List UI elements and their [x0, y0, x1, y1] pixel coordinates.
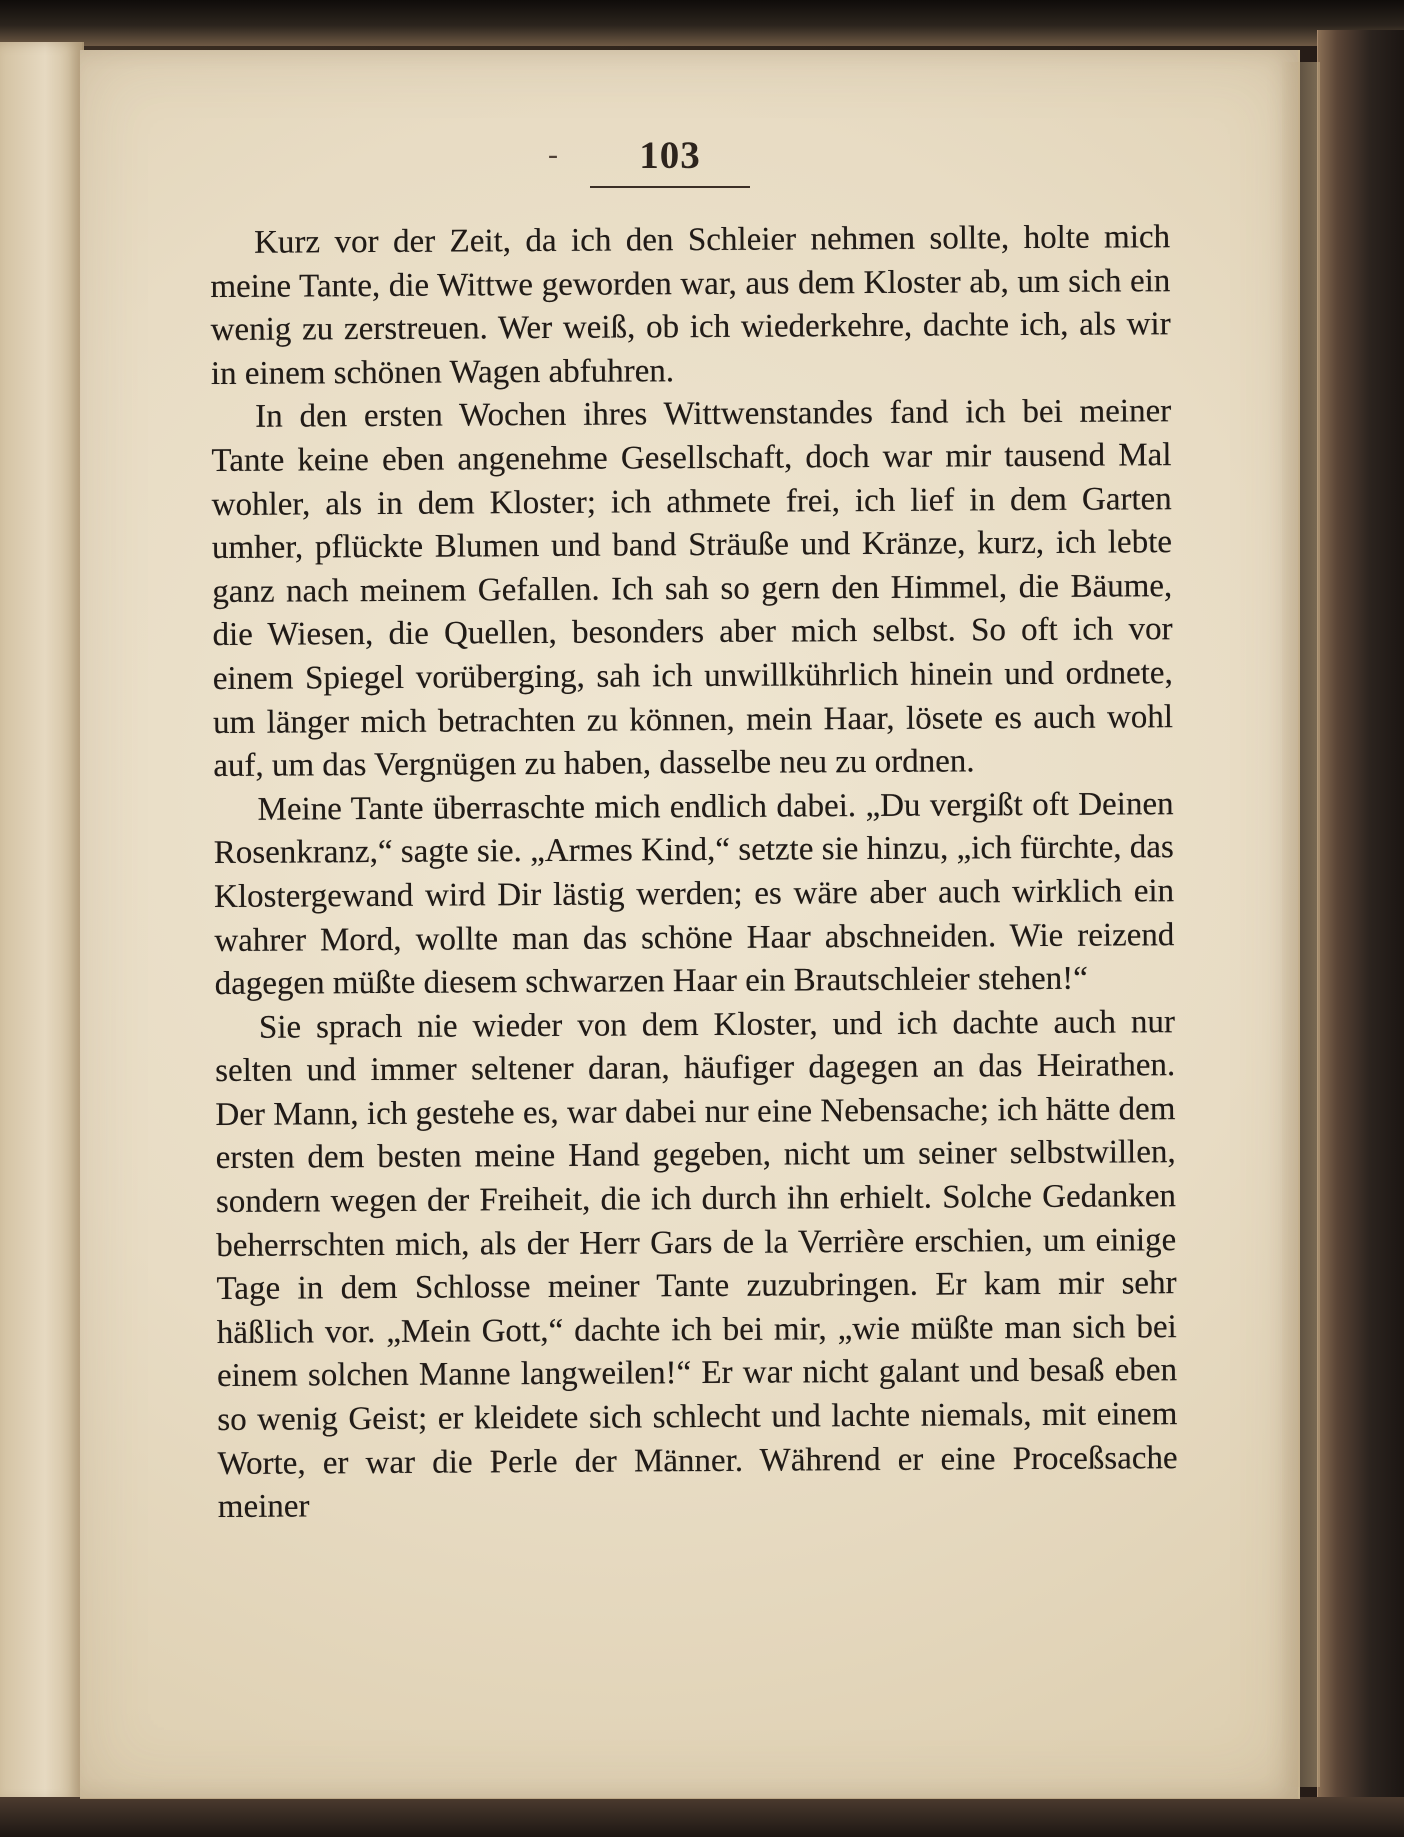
right-book-cover-edge [1317, 30, 1404, 1820]
top-book-cover-edge [0, 0, 1404, 46]
page-number: 103 [639, 134, 701, 177]
bottom-book-cover-edge [0, 1797, 1404, 1837]
page-number-underline [590, 186, 750, 188]
left-facing-page-edge [0, 42, 84, 1802]
page-body-text [210, 216, 1178, 1612]
paragraph-4: Sie sprach nie wieder von dem Kloster, und ich dachte auch nur selten und immer seltener daran, häufiger dagegen an das Heirathen. Der Mann, ich gestehe es, war dabei nur eine Nebensache; ich hätte dem ersten dem besten meine Hand gegeben, nicht um seiner selbstwillen, sondern wegen der Freiheit, die ich durch ihn erhielt. Solche Gedanken beherrschten mich, als der Herr Gars de la Verrière erschien, um einige Tage in dem Schlosse meiner Tante zuzubringen. Er kam mir sehr häßlich vor. „Mein Gott,“ dachte ich bei mir, „wie müßte man sich bei einem solchen Manne langweilen!“ Er war nicht galant und besaß eben so wenig Geist; er kleidete sich schlecht und lachte niemals, mit einem Worte, er war die Perle der Männer. Während er eine Proceßsache meiner [215, 1003, 1178, 1526]
page-right-edge-shadow [1282, 62, 1320, 1787]
page-header-dash: - [548, 138, 558, 171]
page-number-header [590, 132, 750, 194]
paragraph-3: Meine Tante überraschte mich endlich dabei. „Du vergißt oft Deinen Rosenkranz,“ sagte sie. „Armes Kind,“ setzte sie hinzu, „ich fürchte, das Klostergewand wird Dir lästig werden; es wäre aber auch wirklich ein wahrer Mord, wollte man das schöne Haar abschneiden. Wie reizend dagegen müßte diesem schwarzen Haar ein Brautschleier stehen!“ [213, 785, 1175, 1003]
paragraph-2: In den ersten Wochen ihres Wittwenstandes fand ich bei meiner Tante keine eben angenehme Gesellschaft, doch war mir tausend Mal wohler, als in dem Kloster; ich athmete frei, ich lief in dem Garten umher, pflückte Blumen und band Sträuße und Kränze, kurz, ich lebte ganz nach meinem Gefallen. Ich sah so gern den Himmel, die Bäume, die Wiesen, die Quellen, besonders aber mich selbst. So oft ich vor einem Spiegel vorüberging, sah ich unwillkührlich hinein und ordnete, um länger mich betrachten zu können, mein Haar, lösete es auch wohl auf, um das Vergnügen zu haben, dasselbe neu zu ordnen. [211, 393, 1174, 785]
paragraph-1: Kurz vor der Zeit, da ich den Schleier nehmen sollte, holte mich meine Tante, die Wittwe geworden war, aus dem Kloster ab, um sich ein wenig zu zerstreuen. Wer weiß, ob ich wiederkehre, dachte ich, als wir in einem schönen Wagen abfuhren. [210, 219, 1171, 392]
